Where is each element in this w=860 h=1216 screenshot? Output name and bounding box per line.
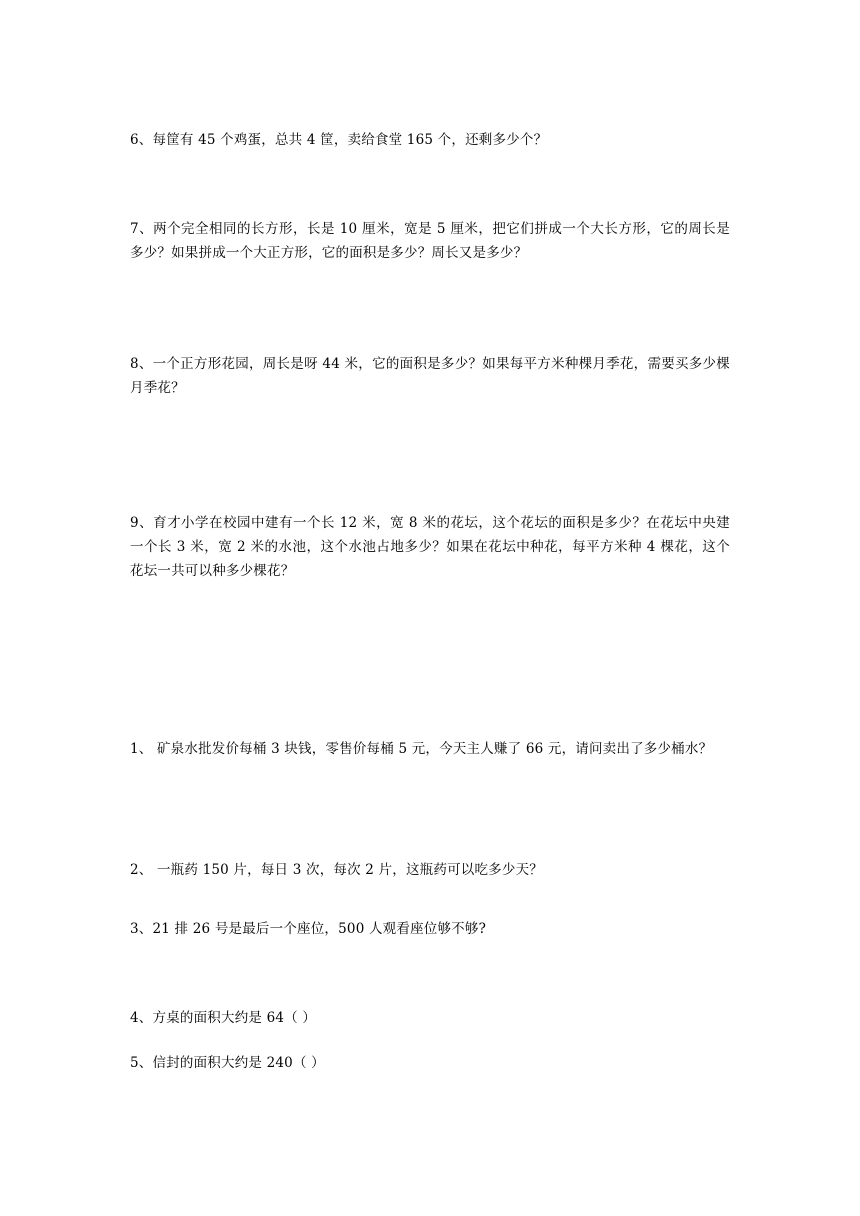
question-9: 9、育才小学在校园中建有一个长 12 米，宽 8 米的花坛，这个花坛的面积是多少？在花坛中央建一个长 3 米，宽 2 米的水池，这个水池占地多少？如果在花坛中种花，每平方米种 4 棵花，这个花坛一共可以种多少棵花？ bbox=[130, 515, 730, 579]
question-6: 6、每筐有 45 个鸡蛋，总共 4 筐，卖给食堂 165 个，还剩多少个？ bbox=[130, 132, 548, 148]
problem-5-fill-blank: 5、信封的面积大约是 240（ ） bbox=[130, 1055, 325, 1071]
question-7: 7、两个完全相同的长方形，长是 10 厘米，宽是 5 厘米，把它们拼成一个大长方形，它的周长是多少？如果拼成一个大正方形，它的面积是多少？周长又是多少？ bbox=[130, 221, 730, 261]
problem-4-fill-blank: 4、方桌的面积大约是 64（ ） bbox=[130, 1010, 317, 1026]
question-8: 8、一个正方形花园，周长是呀 44 米，它的面积是多少？如果每平方米种棵月季花，需要买多少棵月季花？ bbox=[130, 356, 730, 396]
problem-3: 3、21 排 26 号是最后一个座位，500 人观看座位够不够? bbox=[130, 921, 487, 937]
problem-1: 1、 矿泉水批发价每桶 3 块钱，零售价每桶 5 元，今天主人赚了 66 元，请问卖出了多少桶水？ bbox=[130, 741, 713, 757]
problem-2: 2、 一瓶药 150 片，每日 3 次，每次 2 片，这瓶药可以吃多少天？ bbox=[130, 862, 543, 878]
